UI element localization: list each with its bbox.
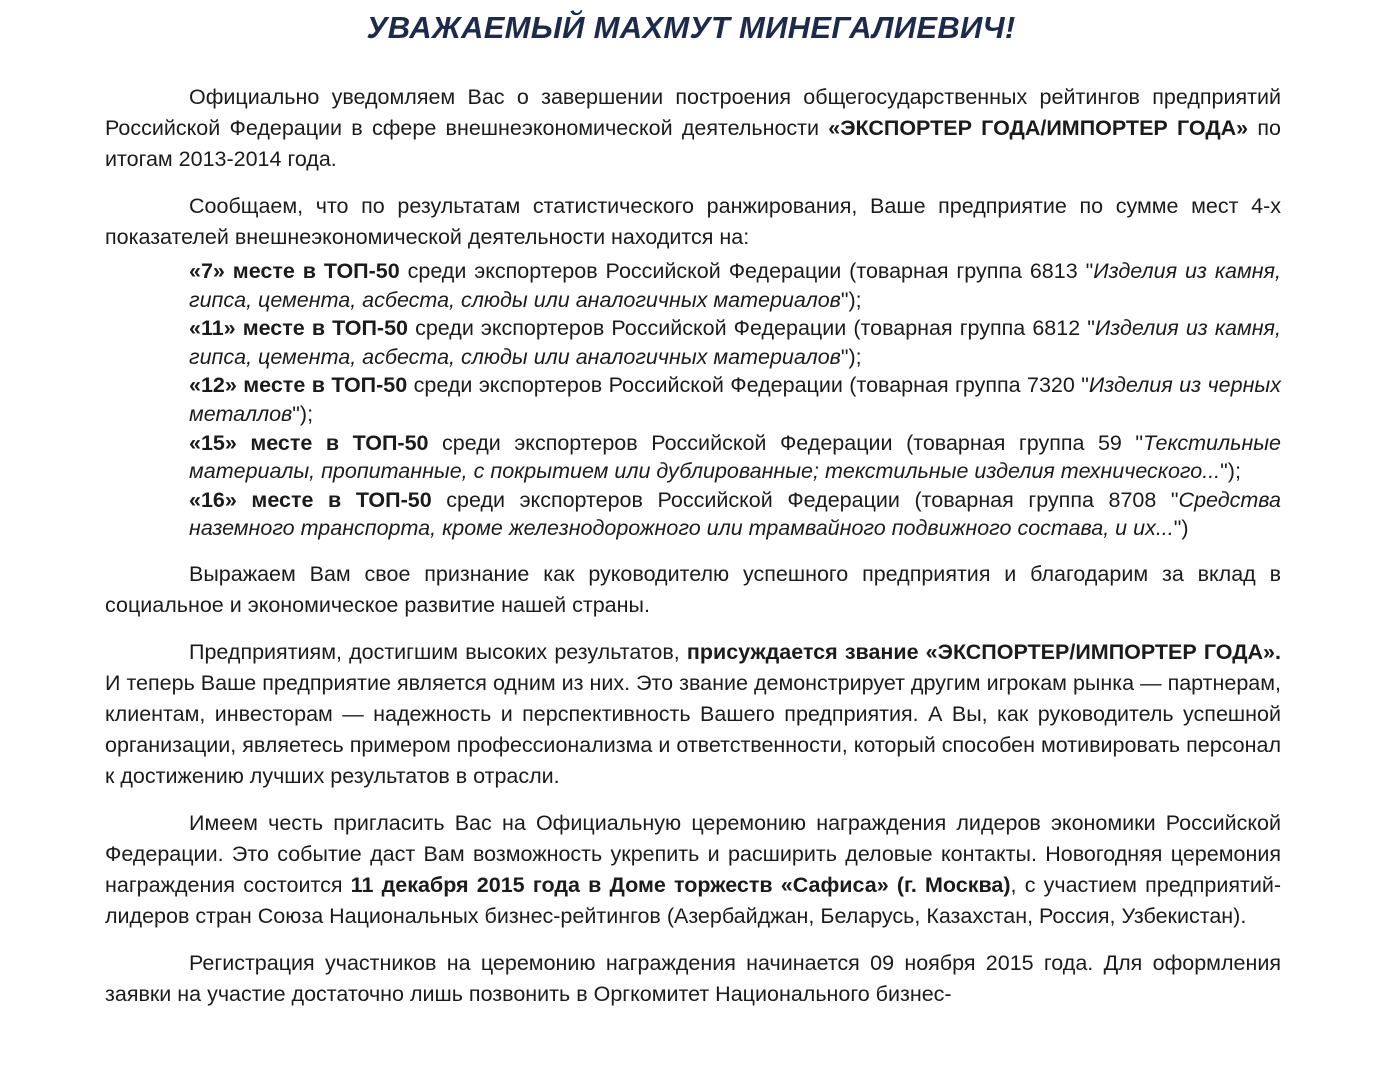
ranking-end: "); (292, 401, 314, 426)
ranking-place: «12» месте в ТОП-50 (189, 373, 408, 398)
invitation-text: Имеем честь пригласить Вас на Официальную церемонию награждения лидеров экономики Российской Федерации. Это событие даст Вам возможность укрепить и расширить деловые контакты. Новогодняя церемония награждения состоится (105, 810, 1281, 897)
ranking-mid: среди экспортеров Российской Федерации (товарная группа 7320 " (407, 373, 1089, 398)
ranking-item (189, 429, 1281, 486)
award-tail: И теперь Ваше предприятие является одним из них. Это звание демонстрирует другим игрокам рынка — партнерам, клиентам, инвесторам — надежность и перспективность Вашего предприятия. А Вы, как руководитель успешной организации, являетесь примером профессионализма и ответственности, который способен мотивировать персонал к достижению лучших результатов в отрасли. (105, 670, 1281, 788)
letter-greeting: УВАЖАЕМЫЙ МАХМУТ МИНЕГАЛИЕВИЧ! (366, 10, 1016, 45)
ranking-mid: среди экспортеров Российской Федерации (товарная группа 59 " (428, 430, 1144, 455)
ceremony-date-venue: 11 декабря 2015 года в Доме торжеств «Сафиса» (г. Москва) (350, 872, 1011, 897)
ranking-group: Изделия из камня, гипса, цемента, асбеста, слюды или аналогичных материалов (189, 316, 1281, 369)
paragraph-invitation (105, 808, 1281, 932)
ranking-place: «7» месте в ТОП-50 (189, 259, 400, 283)
ranking-end: ") (1173, 516, 1189, 541)
ranking-item (189, 257, 1281, 314)
notification-text: Официально уведомляем Вас о завершении построения общегосударственных рейтингов предприятий Российской Федерации в сфере внешнеэкономической деятельности (105, 85, 1281, 140)
ranking-mid: среди экспортеров Российской Федерации (товарная группа 6813 " (399, 259, 1094, 283)
paragraph-ranking-intro: Сообщаем, что по результатам статистического ранжирования, Ваше предприятие по сумме мест 4-х показателей внешнеэкономической деятельности находится на: (105, 194, 1281, 249)
award-title: присуждается звание «ЭКСПОРТЕР/ИМПОРТЕР ГОДА». (686, 639, 1281, 664)
ranking-group: Изделия из камня, гипса, цемента, асбеста, слюды или аналогичных материалов (189, 259, 1281, 312)
ranking-end: "); (840, 287, 862, 312)
ranking-mid: среди экспортеров Российской Федерации (товарная группа 8708 " (431, 487, 1179, 512)
paragraph-recognition: Выражаем Вам свое признание как руководителю успешного предприятия и благодарим за вклад в социальное и экономическое развитие нашей страны. (105, 561, 1281, 617)
ranking-item (189, 314, 1281, 371)
ranking-place: «11» месте в ТОП-50 (189, 316, 408, 341)
ranking-group: Изделия из черных металлов (189, 373, 1281, 426)
ranking-end: "); (840, 344, 862, 369)
ranking-item (189, 371, 1281, 428)
ranking-place: «16» месте в ТОП-50 (189, 487, 432, 512)
ranking-end: "); (1220, 459, 1241, 484)
ranking-group: Средства наземного транспорта, кроме железнодорожного или трамвайного подвижного состава, и их... (189, 487, 1281, 541)
paragraph-notification (105, 82, 1281, 175)
notification-tail: по итогам 2013-2014 года. (105, 116, 1281, 171)
invitation-tail: , с участием предприятий-лидеров стран Союза Национальных бизнес-рейтингов (Азербайджан, Беларусь, Казахстан, Россия, Узбекистан). (105, 872, 1282, 928)
ranking-mid: среди экспортеров Российской Федерации (товарная группа 6812 " (408, 316, 1095, 341)
paragraph-title-award (105, 637, 1281, 792)
rating-name: «ЭКСПОРТЕР ГОДА/ИМПОРТЕР ГОДА» (828, 116, 1249, 140)
award-text: Предприятиям, достигшим высоких результатов, (189, 639, 687, 664)
paragraph-registration: Регистрация участников на церемонию награждения начинается 09 ноября 2015 года. Для оформления заявки на участие достаточно лишь позвонить в Оргкомитет Национального бизнес- (105, 950, 1281, 1006)
ranking-group: Текстильные материалы, пропитанные, с покрытием или дублированные; текстильные изделия технического... (189, 430, 1282, 484)
letter-body (105, 82, 1281, 1010)
ranking-item (189, 486, 1281, 543)
ranking-place: «15» месте в ТОП-50 (189, 430, 429, 455)
rankings-list (105, 257, 1281, 543)
